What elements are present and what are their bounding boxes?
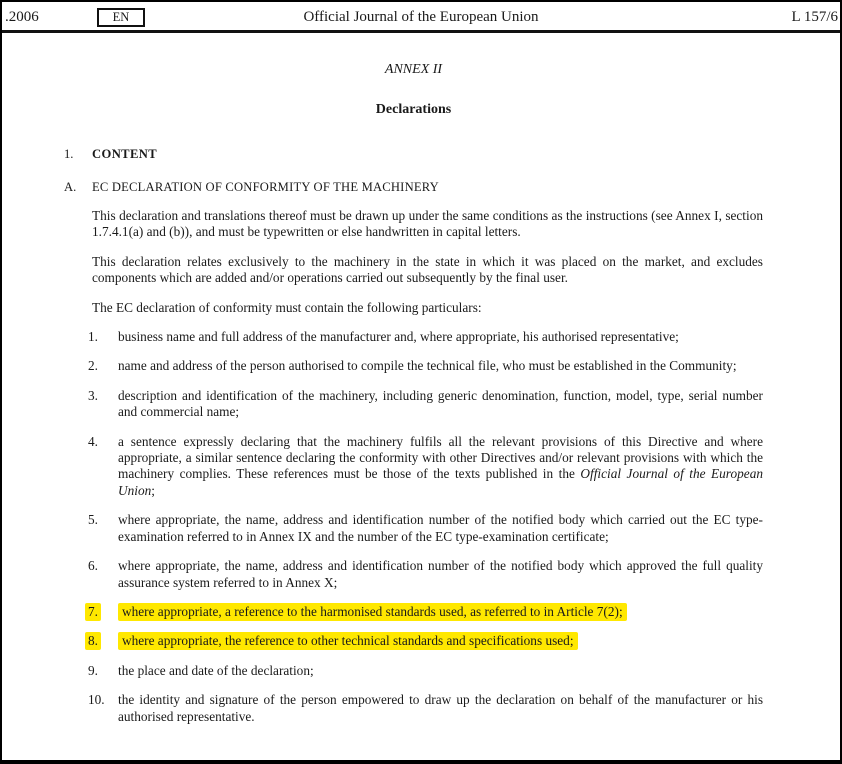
list-item-highlighted — [88, 604, 763, 620]
document-body — [2, 62, 840, 725]
highlight-marker: where appropriate, a reference to the harmonised standards used, as referred to in Article 7(2); — [118, 603, 627, 621]
page-header — [2, 2, 840, 33]
item-number: 1. — [88, 329, 98, 345]
item-number: 5. — [88, 512, 98, 528]
paragraph: This declaration and translations thereof must be drawn up under the same conditions as the instructions (see Annex I, section 1.7.4.1(a) and (b)), and must be typewritten or else handwritten in capital letters. — [92, 208, 763, 240]
list-item — [88, 388, 763, 421]
item-text: the identity and signature of the person empowered to draw up the declaration on behalf of the manufacturer or his authorised representative. — [118, 692, 763, 724]
item-text — [118, 604, 763, 620]
section-heading — [64, 147, 763, 162]
item-number: 3. — [88, 387, 98, 403]
list-item — [88, 512, 763, 545]
part-heading — [64, 180, 763, 195]
item-text: where appropriate, the name, address and identification number of the notified body which approved the full quality assurance system referred to in Annex X; — [118, 558, 763, 590]
item-text: where appropriate, the name, address and identification number of the notified body which carried out the EC type-examination referred to in Annex IX and the number of the EC type-examination certificate; — [118, 512, 763, 544]
list-item — [88, 329, 763, 345]
paragraph: This declaration relates exclusively to the machinery in the state in which it was placed on the market, and excludes components which are added and/or operations carried out subsequently by the final user. — [92, 253, 763, 286]
page-reference: L 157/6 — [791, 9, 838, 25]
journal-title: Official Journal of the European Union — [303, 9, 539, 25]
list-item — [88, 358, 763, 374]
italic-journal-reference: Official Journal of the European Union — [118, 466, 763, 498]
part-title: EC DECLARATION OF CONFORMITY OF THE MACHINERY — [92, 180, 439, 194]
item-text: a sentence expressly declaring that the machinery fulfils all the relevant provisions of this Directive and where appropriate, a similar sentence declaring the conformity with other Directives and/or relevant provisions with which the machinery complies. These references must be those of the texts published in the Official Journal of the European Union; — [118, 433, 763, 498]
list-item — [88, 692, 763, 725]
section-number: 1. — [64, 147, 74, 161]
item-number: 9. — [88, 662, 98, 678]
language-badge: EN — [97, 8, 145, 27]
item-number: 6. — [88, 558, 98, 574]
list-item-highlighted — [88, 633, 763, 649]
header-date: .2006 — [5, 9, 39, 25]
item-text: description and identification of the machinery, including generic denomination, function, model, type, serial number and commercial name; — [118, 387, 763, 420]
item-text: name and address of the person authorised to compile the technical file, who must be established in the Community; — [118, 358, 737, 374]
list-item — [88, 434, 763, 500]
document-title: Declarations — [375, 102, 452, 117]
list-item — [88, 558, 763, 591]
paragraph: The EC declaration of conformity must contain the following particulars: — [92, 299, 482, 315]
annex-title: ANNEX II — [384, 62, 443, 77]
section-title: CONTENT — [92, 147, 158, 161]
item-number: 10. — [88, 692, 105, 708]
list-item — [88, 663, 763, 679]
item-number: 7. — [88, 604, 118, 620]
item-text — [118, 633, 763, 649]
item-text: business name and full address of the manufacturer and, where appropriate, his authorised representative; — [118, 329, 679, 345]
item-number: 2. — [88, 358, 98, 374]
particulars-list — [64, 329, 763, 725]
item-number: 4. — [88, 433, 98, 449]
part-letter: A. — [64, 180, 77, 194]
highlight-marker: where appropriate, the reference to other technical standards and specifications used; — [118, 632, 578, 650]
item-number: 8. — [88, 633, 118, 649]
item-text: the place and date of the declaration; — [118, 662, 314, 678]
